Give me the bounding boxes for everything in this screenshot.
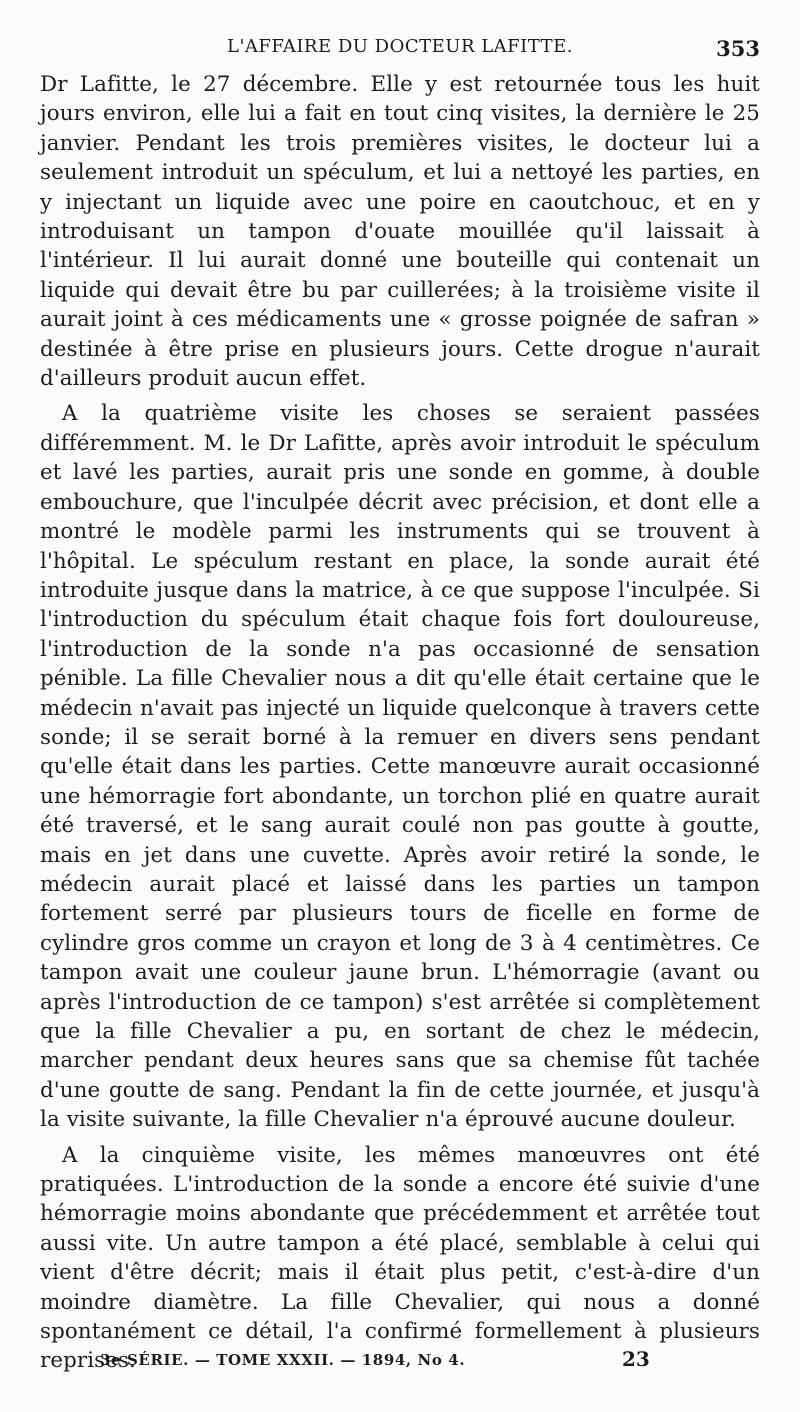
page-footer [40,1345,760,1379]
page-header [40,36,760,66]
paragraph-1: Dr Lafitte, le 27 décembre. Elle y est retournée tous les huit jours environ, elle lui a fait en tout cinq visites, la dernière le 25 janvier. Pendant les trois premières visites, le docteur lui a seulement introduit un spéculum, et lui a nettoyé les parties, en y injectant un liquide avec une poire en caoutchouc, et en y introduisant un tampon d'ouate mouillée qu'il laissait à l'intérieur. Il lui aurait donné une bouteille qui contenait un liquide qui devait être bu par cuillerées; à la troisième visite il aurait joint à ces médicaments une « grosse poignée de safran » destinée à être prise en plusieurs jours. Cette drogue n'aurait d'ailleurs produit aucun effet. [40,72,760,392]
body-text [40,70,760,1382]
series-info: 3e SÉRIE. — TOME XXXII. — 1894, No 4. [100,1351,466,1369]
paragraph-2: A la quatrième visite les choses se seraient passées différemment. M. le Dr Lafitte, après avoir introduit le spéculum et lavé les parties, aurait pris une sonde en gomme, à double embouchure, que l'inculpée décrit avec précision, et dont elle a montré le modèle parmi les instruments qui se trouvent à l'hôpital. Le spéculum restant en place, la sonde aurait été introduite jusque dans la matrice, à ce que suppose l'inculpée. Si l'introduction du spéculum était chaque fois fort douloureuse, l'introduction de la sonde n'a pas occasionné de sensation pénible. La fille Chevalier nous a dit qu'elle était certaine que le médecin n'avait pas injecté un liquide quelconque à travers cette sonde; il se serait borné à la remuer en divers sens pendant qu'elle était dans les parties. Cette manœuvre aurait occasionné une hémorragie fort abondante, un torchon plié en quatre aurait été traversé, et le sang aurait coulé non pas goutte à goutte, mais en jet dans une cuvette. Après avoir retiré la sonde, le médecin aurait placé et laissé dans les parties un tampon fortement serré par plusieurs tours de ficelle en forme de cylindre gros comme un crayon et long de 3 à 4 centimètres. Ce tampon avait une couleur jaune brun. L'hémorragie (avant ou après l'introduction de ce tampon) s'est arrêtée si complètement que la fille Chevalier a pu, en sortant de chez le médecin, marcher pendant deux heures sans que sa chemise fût tachée d'une goutte de sang. Pendant la fin de cette journée, et jusqu'à la visite suivante, la fille Chevalier n'a éprouvé aucune douleur. [40,401,760,1133]
running-title: L'AFFAIRE DU DOCTEUR LAFITTE. [227,36,573,57]
page-number: 353 [716,36,760,61]
signature-mark: 23 [622,1347,650,1371]
paragraph-3: A la cinquième visite, les mêmes manœuvres ont été pratiquées. L'introduction de la sonde a encore été suivie d'une hémorragie moins abondante que précédemment et arrêtée tout aussi vite. Un autre tampon a été placé, semblable à celui qui vient d'être décrit; mais il était plus petit, c'est-à-dire d'un moindre diamètre. La fille Chevalier, qui nous a donné spontanément ce détail, l'a confirmé formellement à plusieurs reprises. [40,1142,760,1374]
